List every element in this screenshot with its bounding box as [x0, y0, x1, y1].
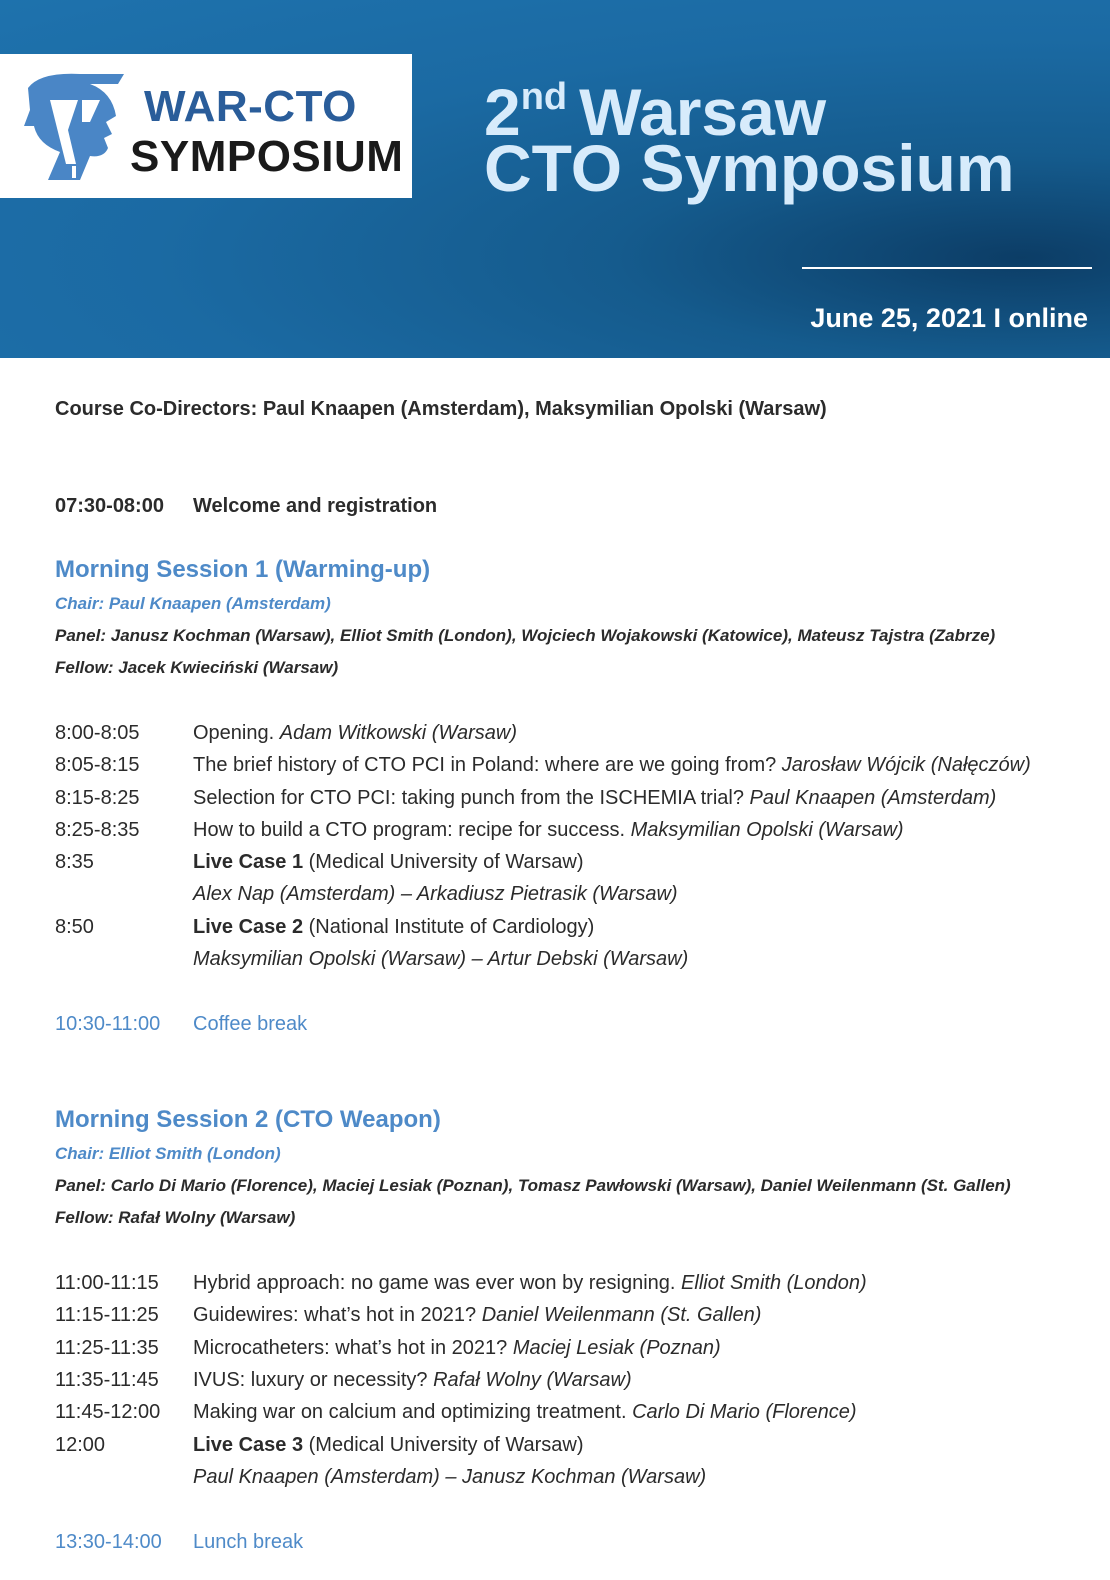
row-text: Microcatheters: what’s hot in 2021? [193, 1337, 513, 1359]
helmet-icon [20, 70, 130, 184]
row-speaker: Adam Witkowski (Warsaw) [279, 722, 517, 744]
row-text: (Medical University of Warsaw) [303, 1434, 584, 1456]
row-text: (Medical University of Warsaw) [303, 851, 584, 873]
logo [0, 54, 412, 198]
row-speaker: Paul Knaapen (Amsterdam) [749, 787, 997, 809]
row-lead: Live Case 1 [193, 851, 304, 873]
row-speaker: Maciej Lesiak (Poznan) [512, 1337, 721, 1359]
title-ordinal: 2 [484, 75, 521, 149]
session-1-chair: Chair: Paul Knaapen (Amsterdam) [55, 594, 331, 613]
logo-text-symposium: SYMPOSIUM [130, 132, 404, 181]
row-desc [193, 817, 904, 843]
row-text: Making war on calcium and optimizing treatment. [193, 1401, 633, 1423]
row-speaker: Maksymilian Opolski (Warsaw) [630, 819, 904, 841]
row-desc [193, 1302, 761, 1328]
row-text: Guidewires: what’s hot in 2021? [193, 1304, 482, 1326]
row-text: The brief history of CTO PCI in Poland: where are we going from? [193, 754, 782, 776]
row-desc [193, 946, 688, 972]
session-2-panel: Panel: Carlo Di Mario (Florence), Maciej Lesiak (Poznan), Tomasz Pawłowski (Warsaw), Daniel Weilenmann (St. Gallen) [55, 1176, 1011, 1195]
row-speaker: Daniel Weilenmann (St. Gallen) [481, 1304, 762, 1326]
row-time: 11:25-11:35 [55, 1337, 159, 1359]
row-speaker: Jarosław Wójcik (Nałęczów) [781, 754, 1031, 776]
row-desc [193, 1399, 857, 1425]
row-text: Selection for CTO PCI: taking punch from the ISCHEMIA trial? [193, 787, 750, 809]
row-desc [193, 849, 584, 875]
row-time: 8:05-8:15 [55, 754, 140, 776]
row-time: 8:00-8:05 [55, 722, 140, 744]
row-time: 11:35-11:45 [55, 1369, 159, 1391]
row-lead: Live Case 2 [193, 916, 304, 938]
break-time: 10:30-11:00 [55, 1013, 161, 1035]
row-time: 8:15-8:25 [55, 787, 140, 809]
row-desc [193, 752, 1031, 778]
break-label: Coffee break [193, 1013, 308, 1035]
row-speaker: Rafał Wolny (Warsaw) [433, 1369, 632, 1391]
row-time: 8:35 [55, 851, 94, 873]
row-text: Opening. [193, 722, 280, 744]
session-2-chair: Chair: Elliot Smith (London) [55, 1144, 281, 1163]
row-speaker: Maksymilian Opolski (Warsaw) – Artur Debski (Warsaw) [193, 948, 689, 970]
welcome-label: Welcome and registration [193, 495, 438, 517]
course-directors: Course Co-Directors: Paul Knaapen (Amsterdam), Maksymilian Opolski (Warsaw) [55, 398, 827, 420]
header-banner [0, 0, 1110, 358]
row-time: 8:50 [55, 916, 94, 938]
title-ordinal-suffix: nd [520, 76, 568, 118]
row-time: 11:00-11:15 [55, 1272, 159, 1294]
row-text: IVUS: luxury or necessity? [193, 1369, 434, 1391]
row-speaker: Elliot Smith (London) [681, 1272, 867, 1294]
row-desc [193, 914, 594, 940]
row-time: 11:45-12:00 [55, 1401, 161, 1423]
row-desc [193, 785, 996, 811]
event-date: June 25, 2021 I online [810, 303, 1088, 333]
row-desc [193, 720, 517, 746]
session-1-panel: Panel: Janusz Kochman (Warsaw), Elliot Smith (London), Wojciech Wojakowski (Katowice), Mateusz Tajstra (Zabrze) [55, 626, 996, 645]
row-speaker: Carlo Di Mario (Florence) [632, 1401, 857, 1423]
session-1-title: Morning Session 1 (Warming-up) [55, 556, 431, 583]
row-speaker: Paul Knaapen (Amsterdam) – Janusz Kochman (Warsaw) [193, 1466, 707, 1488]
session-1-fellow: Fellow: Jacek Kwieciński (Warsaw) [55, 658, 339, 677]
row-desc [193, 1367, 632, 1393]
title-line-2: CTO Symposium [484, 131, 1015, 205]
row-desc [193, 1432, 584, 1458]
row-desc [193, 881, 678, 907]
welcome-time: 07:30-08:00 [55, 495, 164, 517]
row-text: Hybrid approach: no game was ever won by resigning. [193, 1272, 682, 1294]
row-time: 11:15-11:25 [55, 1304, 159, 1326]
session-2-title: Morning Session 2 (CTO Weapon) [55, 1106, 441, 1133]
row-text: (National Institute of Cardiology) [303, 916, 595, 938]
row-speaker: Alex Nap (Amsterdam) – Arkadiusz Pietrasik (Warsaw) [193, 883, 678, 905]
row-text: How to build a CTO program: recipe for success. [193, 819, 631, 841]
row-lead: Live Case 3 [193, 1434, 304, 1456]
row-desc [193, 1270, 867, 1296]
session-2-fellow: Fellow: Rafał Wolny (Warsaw) [55, 1208, 296, 1227]
row-time: 12:00 [55, 1434, 106, 1456]
break-label: Lunch break [193, 1531, 304, 1553]
row-desc [193, 1464, 706, 1490]
row-time: 8:25-8:35 [55, 819, 140, 841]
header-divider [802, 267, 1092, 269]
break-time: 13:30-14:00 [55, 1531, 162, 1553]
logo-text-war-cto: WAR-CTO [144, 82, 357, 131]
row-desc [193, 1335, 721, 1361]
title-city: Warsaw [579, 75, 827, 149]
